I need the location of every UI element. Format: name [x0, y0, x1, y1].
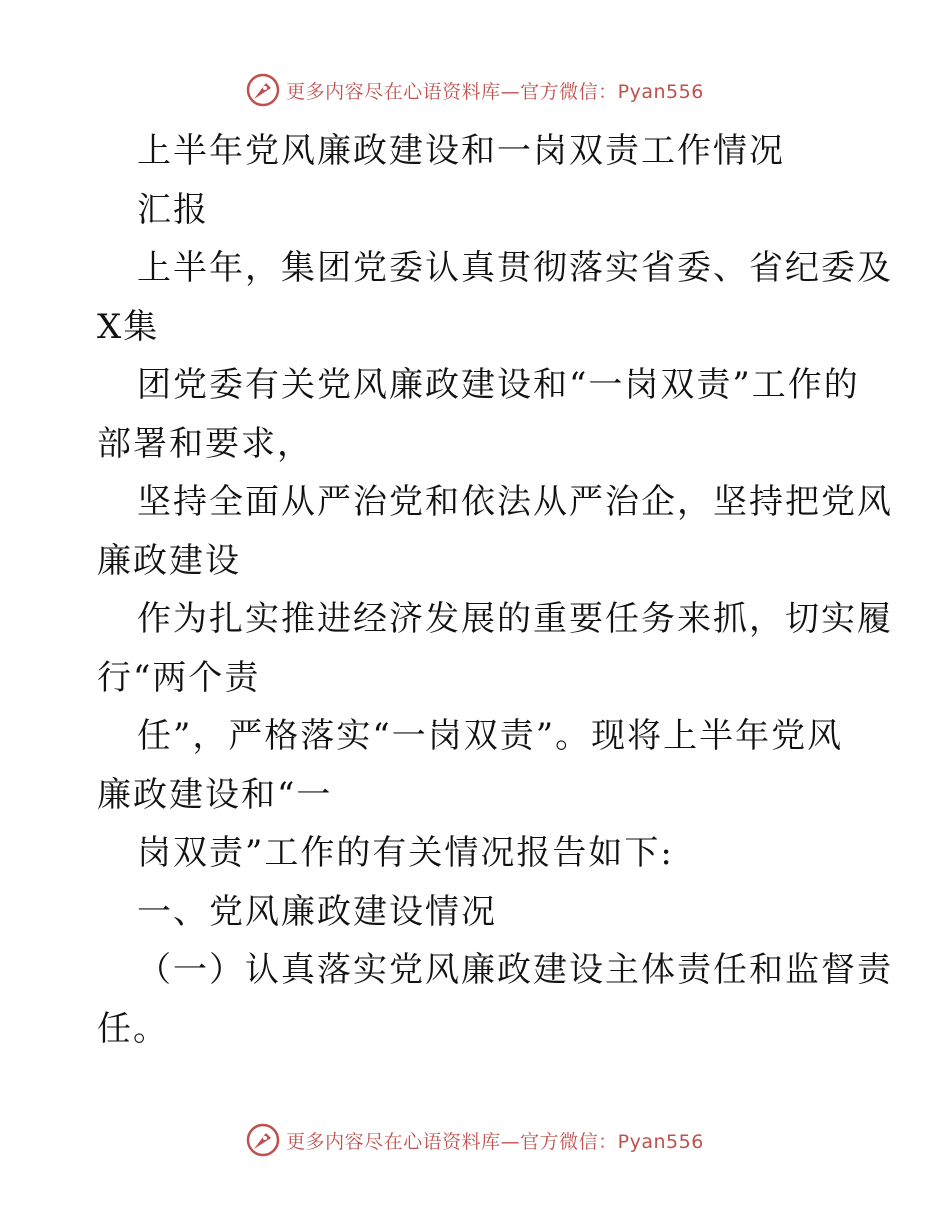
paragraph-line: 团党委有关党风廉政建设和“一岗双责”工作的 — [137, 365, 860, 405]
paragraph-line: 廉政建设和“一 — [97, 774, 333, 815]
paragraph-line: 行“两个责 — [97, 657, 261, 698]
document-body — [0, 122, 950, 1058]
paragraph-line: 廉政建设 — [97, 540, 241, 581]
pen-nib-logo-icon — [246, 1123, 280, 1157]
header-watermark-banner — [0, 70, 950, 110]
document-title-line-2: 汇报 — [137, 189, 209, 230]
paragraph-line: X集 — [97, 306, 160, 347]
paragraph-line: 任”，严格落实“一岗双责”。现将上半年党风 — [137, 716, 844, 756]
pen-nib-logo-icon — [246, 73, 280, 107]
subsection-heading-continuation: 任。 — [97, 1008, 169, 1049]
watermark-text: 更多内容尽在心语资料库—官方微信：Pyan556 — [286, 1130, 704, 1153]
document-title-line-1: 上半年党风廉政建设和一岗双责工作情况 — [137, 131, 785, 171]
subsection-heading: （一）认真落实党风廉政建设主体责任和监督责 — [137, 950, 893, 990]
paragraph-line: 上半年，集团党委认真贯彻落实省委、省纪委及 — [137, 248, 893, 288]
paragraph-line: 岗双责”工作的有关情况报告如下: — [137, 833, 674, 873]
footer-watermark-banner — [0, 1120, 950, 1160]
paragraph-line: 坚持全面从严治党和依法从严治企，坚持把党风 — [137, 482, 893, 522]
paragraph-line: 部署和要求， — [97, 423, 313, 464]
watermark-text: 更多内容尽在心语资料库—官方微信：Pyan556 — [286, 80, 704, 103]
paragraph-line: 作为扎实推进经济发展的重要任务来抓，切实履 — [137, 599, 893, 639]
section-heading: 一、党风廉政建设情况 — [137, 891, 497, 932]
